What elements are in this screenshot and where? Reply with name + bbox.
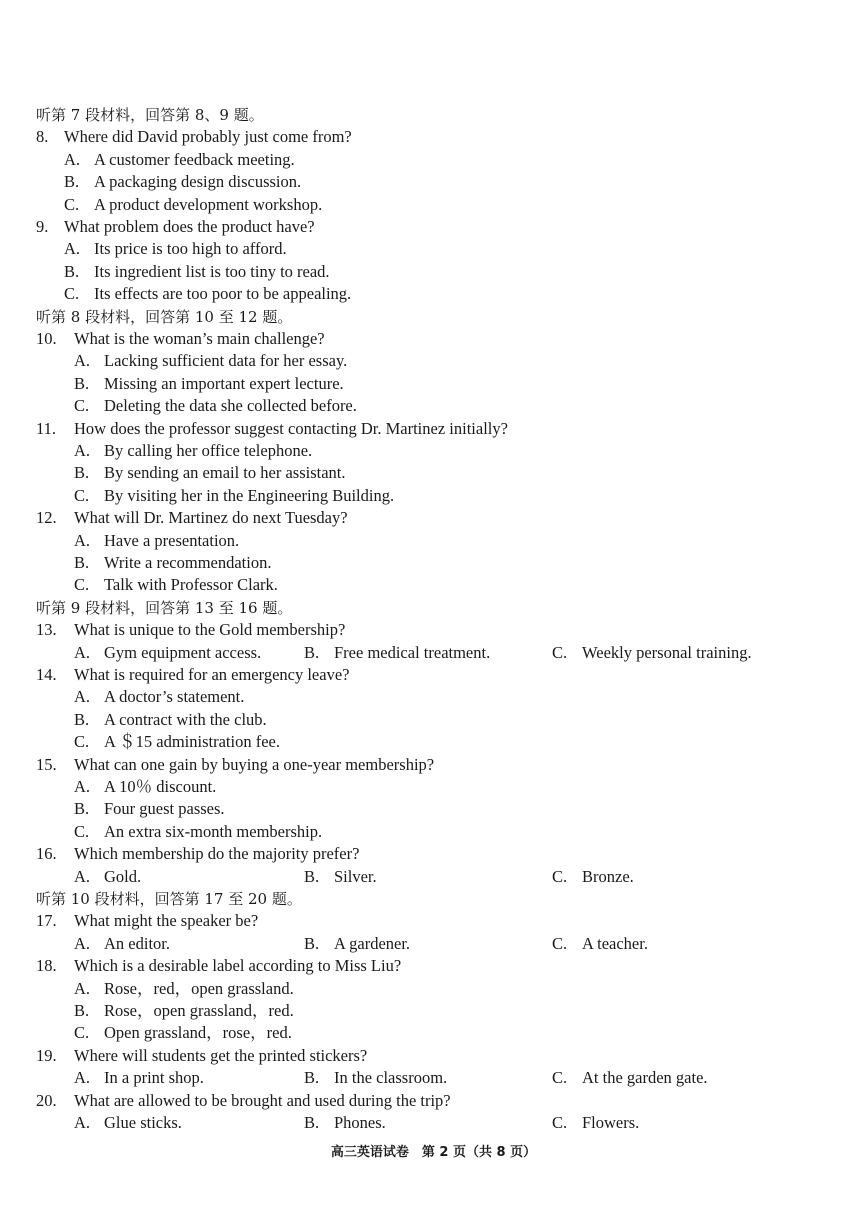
- answer-option: [552, 1067, 708, 1089]
- answer-option: [74, 1022, 292, 1044]
- option-text: In the classroom.: [334, 1068, 448, 1088]
- question-text: What can one gain by buying a one-year membership?: [74, 754, 435, 774]
- option-letter: A.: [64, 149, 81, 169]
- option-line: [0, 283, 867, 305]
- option-text: Have a presentation.: [104, 530, 240, 550]
- option-line: [0, 731, 867, 753]
- option-line: [0, 462, 867, 484]
- answer-option: [552, 1112, 639, 1134]
- option-letter: A.: [74, 866, 91, 886]
- option-text: A ＄15 administration fee.: [104, 732, 280, 752]
- section-header-line: [0, 306, 867, 328]
- option-letter: A.: [74, 530, 91, 550]
- option-letter: B.: [304, 866, 320, 886]
- section-header: 听第 9 段材料，回答第 13 至 16 题。: [36, 598, 293, 617]
- option-line: [0, 350, 867, 372]
- option-letter: A.: [74, 777, 91, 796]
- answer-option: [64, 238, 287, 260]
- question-number: 9.: [36, 217, 49, 236]
- answer-option: [74, 776, 216, 798]
- option-text: Deleting the data she collected before.: [104, 396, 357, 416]
- option-letter: C.: [74, 732, 90, 752]
- option-letter: A.: [74, 978, 91, 998]
- question-text: What are allowed to be brought and used during the trip?: [74, 1090, 451, 1110]
- answer-option: [74, 1067, 204, 1089]
- answer-option: [304, 642, 490, 664]
- option-line: [0, 261, 867, 283]
- answer-option: [64, 149, 295, 171]
- option-text: In a print shop.: [104, 1068, 204, 1088]
- question-line: [0, 843, 867, 865]
- option-letter: A.: [74, 441, 91, 460]
- question-line: [0, 619, 867, 641]
- option-text: Missing an important expert lecture.: [104, 373, 344, 393]
- question-number: 17.: [36, 911, 57, 931]
- option-text: At the garden gate.: [582, 1068, 708, 1088]
- answer-option: [64, 194, 322, 216]
- option-text: Write a recommendation.: [104, 553, 272, 572]
- section-header: 听第 8 段材料，回答第 10 至 12 题。: [36, 307, 293, 326]
- answer-option: [74, 373, 344, 395]
- option-letter: C.: [552, 933, 568, 953]
- option-letter: A.: [74, 933, 91, 953]
- question-line: [0, 664, 867, 686]
- option-line: [0, 574, 867, 596]
- option-letter: B.: [74, 799, 90, 819]
- answer-option: [74, 731, 280, 753]
- question-number: 18.: [36, 956, 57, 976]
- answer-option: [304, 866, 377, 888]
- option-letter: A.: [74, 1113, 91, 1132]
- option-letter: A.: [74, 687, 91, 707]
- option-text: Its price is too high to afford.: [94, 239, 287, 259]
- answer-option: [304, 1112, 386, 1134]
- option-text: A contract with the club.: [104, 709, 267, 729]
- option-text: By calling her office telephone.: [104, 441, 313, 460]
- answer-option: [64, 283, 351, 305]
- option-text: Rose，red，open grassland.: [104, 978, 294, 998]
- question-text: Where will students get the printed stickers?: [74, 1045, 368, 1065]
- options-row: [0, 642, 867, 664]
- option-letter: C.: [74, 821, 90, 841]
- option-line: [0, 149, 867, 171]
- option-letter: B.: [74, 1001, 90, 1020]
- question-text: Which is a desirable label according to Miss Liu?: [74, 956, 402, 976]
- option-text: Silver.: [334, 866, 377, 886]
- option-text: Talk with Professor Clark.: [104, 575, 278, 595]
- option-letter: C.: [552, 1068, 568, 1088]
- option-letter: B.: [304, 1113, 320, 1132]
- option-text: Glue sticks.: [104, 1113, 182, 1132]
- option-line: [0, 171, 867, 193]
- answer-option: [74, 933, 170, 955]
- option-letter: B.: [304, 642, 320, 662]
- question-text: How does the professor suggest contacting Dr. Martinez initially?: [74, 418, 508, 438]
- question-number: 12.: [36, 508, 57, 528]
- answer-option: [74, 821, 322, 843]
- question-line: [0, 955, 867, 977]
- option-text: Lacking sufficient data for her essay.: [104, 351, 348, 371]
- section-header-line: [0, 597, 867, 619]
- option-letter: C.: [64, 284, 80, 304]
- answer-option: [304, 1067, 447, 1089]
- answer-option: [74, 395, 357, 417]
- option-text: A customer feedback meeting.: [94, 149, 295, 169]
- question-text: What is unique to the Gold membership?: [74, 620, 346, 640]
- section-header: 听第 7 段材料，回答第 8、9 题。: [36, 106, 264, 124]
- question-line: [0, 126, 867, 148]
- answer-option: [74, 798, 225, 820]
- question-line: [0, 216, 867, 238]
- question-text: Which membership do the majority prefer?: [74, 844, 360, 864]
- question-line: [0, 507, 867, 529]
- option-text: A packaging design discussion.: [94, 172, 302, 192]
- option-text: A doctor’s statement.: [104, 687, 245, 707]
- option-line: [0, 1022, 867, 1044]
- option-text: By sending an email to her assistant.: [104, 463, 346, 483]
- question-line: [0, 418, 867, 440]
- answer-option: [74, 866, 141, 888]
- question-line: [0, 910, 867, 932]
- option-line: [0, 1000, 867, 1022]
- option-letter: B.: [74, 709, 90, 729]
- options-row: [0, 866, 867, 888]
- option-line: [0, 440, 867, 462]
- question-text: Where did David probably just come from?: [64, 127, 352, 147]
- option-text: A gardener.: [334, 933, 411, 953]
- option-letter: A.: [64, 239, 81, 259]
- question-number: 20.: [36, 1090, 57, 1110]
- option-line: [0, 194, 867, 216]
- answer-option: [74, 709, 267, 731]
- answer-option: [74, 642, 261, 664]
- option-letter: A.: [74, 1068, 91, 1088]
- option-text: Weekly personal training.: [582, 642, 752, 662]
- option-text: An extra six-month membership.: [104, 821, 323, 841]
- question-line: [0, 1090, 867, 1112]
- option-line: [0, 709, 867, 731]
- option-line: [0, 978, 867, 1000]
- option-letter: B.: [304, 1068, 320, 1088]
- question-text: What will Dr. Martinez do next Tuesday?: [74, 508, 348, 528]
- option-letter: B.: [304, 933, 320, 953]
- answer-option: [74, 485, 394, 507]
- answer-option: [552, 933, 648, 955]
- section-header: 听第 10 段材料，回答第 17 至 20 题。: [36, 890, 302, 908]
- option-text: Its ingredient list is too tiny to read.: [94, 261, 330, 281]
- answer-option: [64, 261, 330, 283]
- option-text: A 10％ discount.: [104, 777, 217, 796]
- answer-option: [304, 933, 410, 955]
- option-line: [0, 798, 867, 820]
- question-number: 16.: [36, 844, 57, 864]
- options-row: [0, 933, 867, 955]
- option-letter: C.: [552, 642, 568, 662]
- option-text: A product development workshop.: [94, 194, 323, 214]
- option-line: [0, 395, 867, 417]
- option-line: [0, 485, 867, 507]
- option-letter: C.: [552, 1113, 568, 1132]
- option-text: Phones.: [334, 1113, 386, 1132]
- option-text: Gym equipment access.: [104, 642, 262, 662]
- answer-option: [552, 866, 634, 888]
- question-line: [0, 1045, 867, 1067]
- option-letter: B.: [64, 261, 80, 281]
- options-row: [0, 1112, 867, 1134]
- answer-option: [74, 462, 346, 484]
- option-line: [0, 238, 867, 260]
- answer-option: [74, 686, 244, 708]
- option-text: Four guest passes.: [104, 799, 225, 819]
- answer-option: [74, 350, 347, 372]
- answer-option: [64, 171, 301, 193]
- question-number: 13.: [36, 620, 57, 640]
- option-letter: B.: [74, 463, 90, 483]
- option-text: Open grassland，rose，red.: [104, 1023, 292, 1043]
- option-line: [0, 552, 867, 574]
- section-header-line: [0, 104, 867, 126]
- option-text: A teacher.: [582, 933, 648, 953]
- question-text: What might the speaker be?: [74, 911, 259, 931]
- answer-option: [552, 642, 752, 664]
- answer-option: [74, 530, 239, 552]
- question-number: 10.: [36, 329, 57, 348]
- option-letter: B.: [64, 172, 80, 192]
- option-text: Bronze.: [582, 866, 634, 886]
- option-line: [0, 821, 867, 843]
- option-letter: B.: [74, 553, 90, 572]
- question-text: What is required for an emergency leave?: [74, 665, 350, 684]
- question-number: 19.: [36, 1045, 57, 1065]
- answer-option: [74, 1000, 294, 1022]
- question-number: 15.: [36, 754, 57, 774]
- answer-option: [74, 440, 312, 462]
- page-footer: 高三英语试卷 第 2 页（共 8 页）: [330, 1145, 537, 1160]
- option-letter: C.: [74, 396, 90, 416]
- option-text: By visiting her in the Engineering Building.: [104, 485, 395, 505]
- option-letter: A.: [74, 351, 91, 371]
- option-text: Free medical treatment.: [334, 642, 491, 662]
- answer-option: [74, 1112, 182, 1134]
- question-text: What problem does the product have?: [64, 217, 315, 236]
- option-letter: C.: [74, 1023, 90, 1043]
- option-letter: A.: [74, 642, 91, 662]
- section-header-line: [0, 888, 867, 910]
- option-line: [0, 686, 867, 708]
- answer-option: [74, 574, 278, 596]
- option-letter: C.: [64, 194, 80, 214]
- option-text: An editor.: [104, 933, 170, 953]
- option-text: Rose，open grassland，red.: [104, 1001, 294, 1020]
- option-letter: B.: [74, 373, 90, 393]
- answer-option: [74, 978, 294, 1000]
- options-row: [0, 1067, 867, 1089]
- option-letter: C.: [74, 485, 90, 505]
- question-line: [0, 328, 867, 350]
- question-text: What is the woman’s main challenge?: [74, 329, 325, 348]
- option-text: Flowers.: [582, 1113, 640, 1132]
- option-line: [0, 530, 867, 552]
- option-text: Its effects are too poor to be appealing.: [94, 284, 352, 304]
- option-letter: C.: [74, 575, 90, 595]
- option-line: [0, 373, 867, 395]
- answer-option: [74, 552, 271, 574]
- question-number: 11.: [36, 418, 57, 438]
- question-number: 8.: [36, 127, 49, 147]
- option-text: Gold.: [104, 866, 142, 886]
- question-line: [0, 754, 867, 776]
- option-letter: C.: [552, 866, 568, 886]
- question-number: 14.: [36, 665, 57, 684]
- option-line: [0, 776, 867, 798]
